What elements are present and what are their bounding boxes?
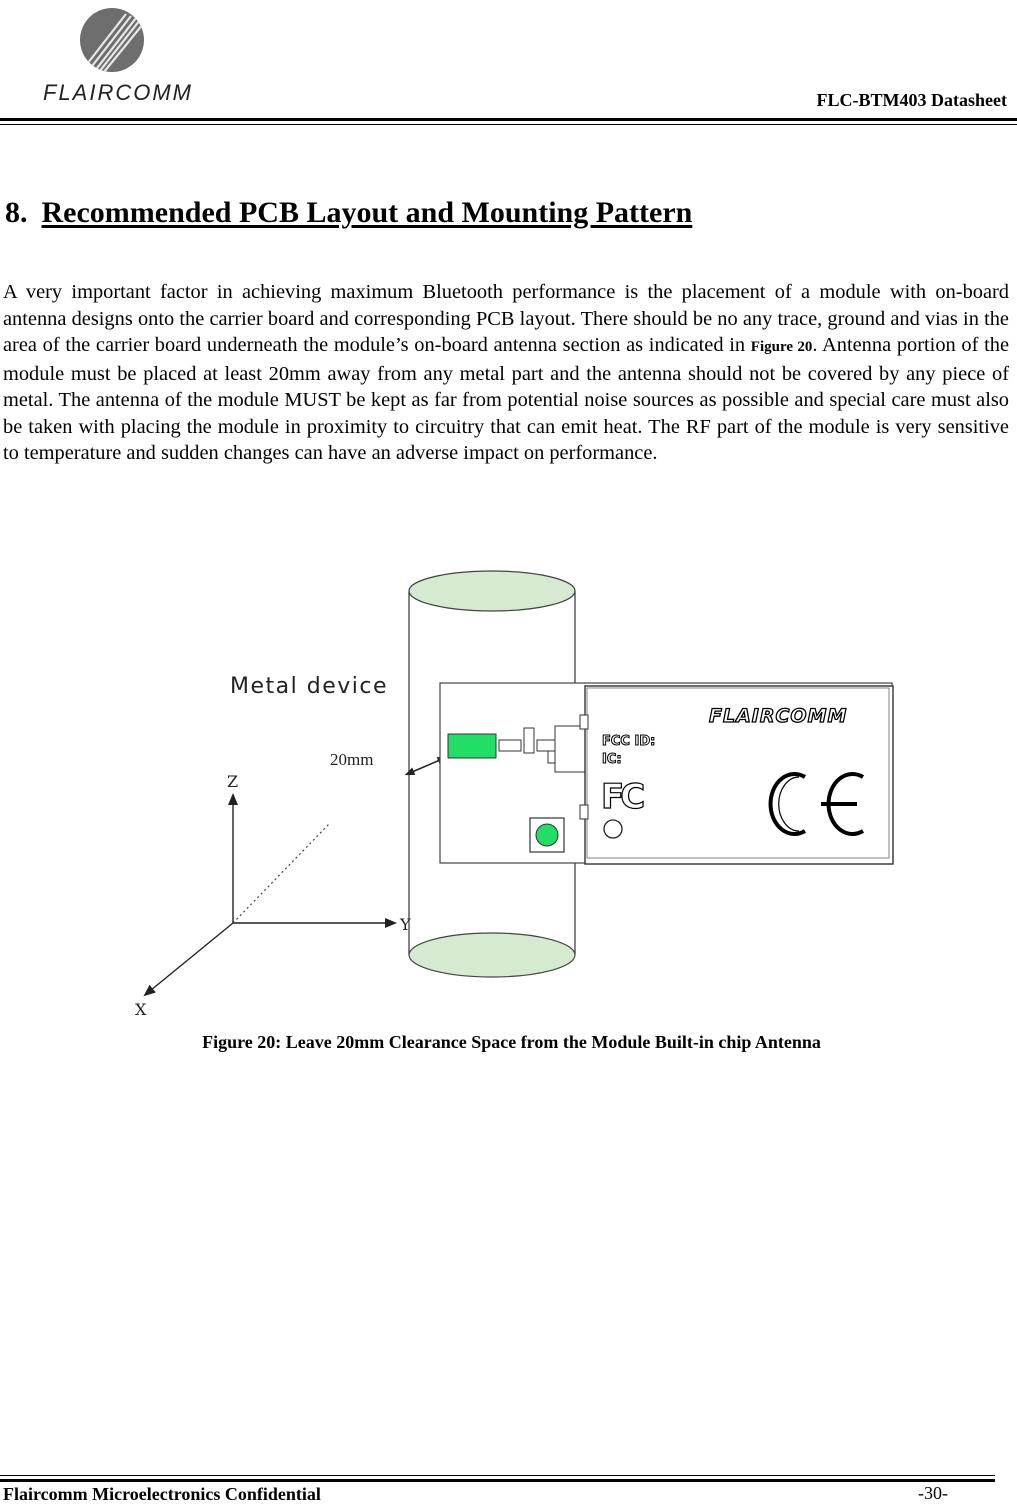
section-number: 8. [5,196,28,229]
section-heading [5,196,692,230]
fcc-id-label: FCC ID: [602,734,656,749]
figure-reference: Figure 20 [750,339,813,355]
page-number: -30- [918,1483,948,1503]
chip-antenna [448,734,496,758]
pin1-marker [604,820,622,838]
axes [135,772,411,1019]
document-title: FLC-BTM403 Datasheet [816,90,1007,110]
logo-text: FLAIRCOMM [43,80,193,105]
module-brand: FLAIRCOMM [709,705,848,727]
footer-rule-thick [0,1479,995,1482]
logo-globe-icon [28,6,208,86]
figure-20 [125,565,915,1025]
clearance-arrow [412,760,440,772]
axis-y-label: Y [400,915,411,934]
company-logo [28,6,208,106]
clearance-diagram [125,565,915,1025]
footer-company: Flaircomm Microelectronics Confidential [3,1484,321,1504]
section-title: Recommended PCB Layout and Mounting Pattern [41,196,693,229]
bluetooth-module [580,686,893,864]
rf-connector [555,726,587,772]
paragraph-text-1: A very important factor in achieving maximum Bluetooth performance is the placement of a module with on-board antenna designs onto the carrier board and corresponding PCB layout. There should be no any trace, ground and vias in the area of the carrier board underneath the module’s on-board antenna section as indicated in [3,281,1009,356]
header-rule-thick [0,118,1017,121]
metal-device-label: Metal device [230,674,388,699]
pad-marker [536,824,558,846]
axis-z-label: Z [227,772,239,791]
header-rule-thin [0,124,1017,125]
body-paragraph [3,279,1009,467]
ic-label: IC: [602,752,622,767]
figure-caption: Figure 20: Leave 20mm Clearance Space from the Module Built-in chip Antenna [202,1032,821,1052]
footer-rule-thin [0,1475,995,1476]
fc-mark: FC [601,777,642,817]
paragraph-text-2: . Antenna portion of the module must be placed at least 20mm away from any metal part and the antenna should not be covered by any piece of metal. The antenna of the module MUST be kept as far from potential noise sources as possible and special care must also be taken with placing the module in proximity to circuitry that can emit heat. The RF part of the module is very sensitive to temperature and sudden changes can have an adverse impact on performance. [3,334,1010,464]
clearance-label: 20mm [330,750,374,769]
axis-x-label: X [135,1000,147,1019]
matching-component [499,740,521,751]
